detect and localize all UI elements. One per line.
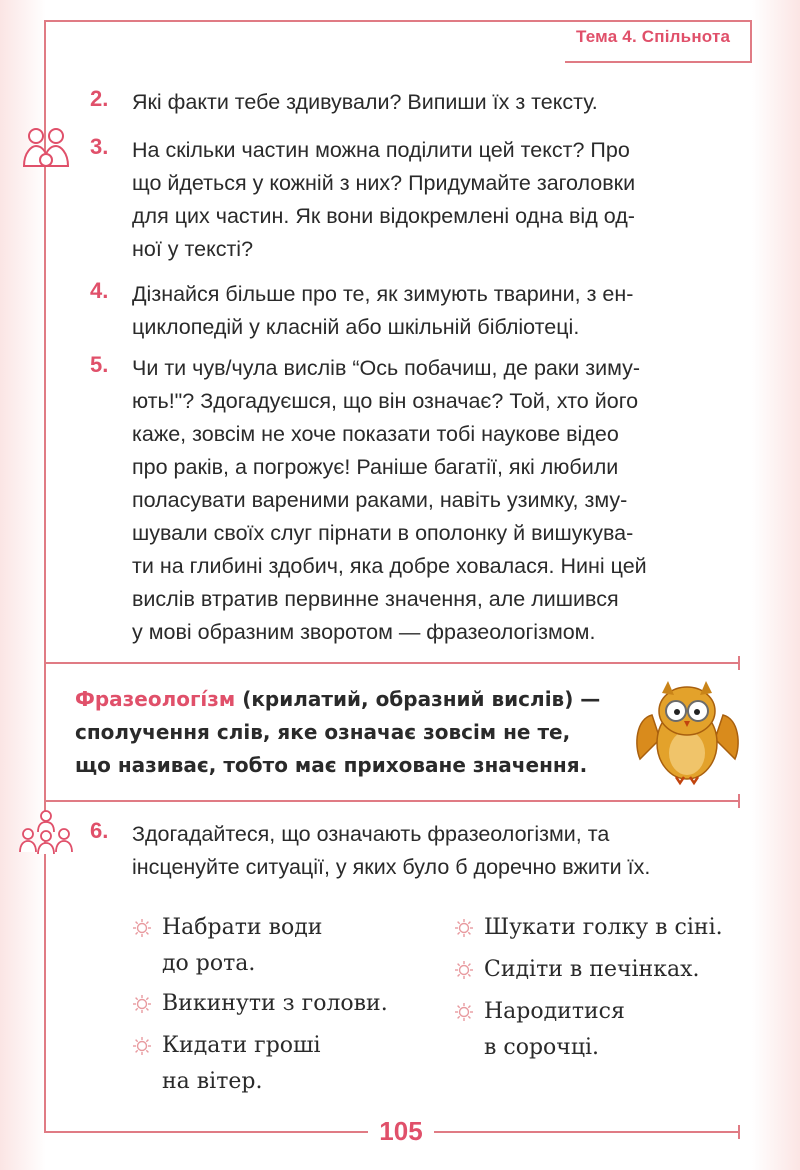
phrase-item: Набрати води до рота. xyxy=(162,910,322,982)
question-number: 5. xyxy=(90,352,109,377)
sun-bullet-icon xyxy=(454,918,474,938)
pair-work-icon xyxy=(20,124,72,174)
phrase-item: Сидіти в печінках. xyxy=(484,952,699,988)
phraseologism-definition: Фразеологі́зм (крилатий, образний вислів) — сполучення слів, яке означає зовсім не те, що називає, тобто має приховане значення. xyxy=(75,687,601,777)
sun-bullet-icon xyxy=(454,960,474,980)
footer-tick xyxy=(738,1125,740,1139)
topic-title: Тема 4. Спільнота xyxy=(576,27,731,46)
phrase-item: Шукати голку в сіні. xyxy=(484,910,723,946)
owl-illustration xyxy=(630,675,745,790)
left-margin-line xyxy=(44,20,46,1132)
right-rule xyxy=(750,20,752,62)
phrase-item: Кидати гроші на вітер. xyxy=(162,1028,321,1100)
page-number: 105 xyxy=(368,1116,434,1147)
question-number: 3. xyxy=(90,134,109,159)
question-number: 4. xyxy=(90,278,109,303)
question-text: Дізнайся більше про те, як зимують тварини, з ен- циклопедій у класній або шкільній бібліотеці. xyxy=(132,282,634,339)
footer-rule-left xyxy=(44,1131,368,1133)
question-text: На скільки частин можна поділити цей текст? Про що йдеться у кожній з них? Придумайте заголовки для цих частин. Як вони відокремлені одна від од- ної у тексті? xyxy=(132,138,636,261)
definition-bottom-rule xyxy=(44,800,739,802)
phrase-item: Викинути з голови. xyxy=(162,986,388,1022)
definition-term: Фразеологі́зм xyxy=(75,687,236,711)
sun-bullet-icon xyxy=(454,1002,474,1022)
definition-bottom-tick xyxy=(738,794,740,808)
question-number: 6. xyxy=(90,818,109,843)
definition-top-tick xyxy=(738,656,740,670)
sun-bullet-icon xyxy=(132,1036,152,1056)
question-text: Здогадайтеся, що означають фразеологізми, та інсценуйте ситуації, у яких було б доречно вжити їх. xyxy=(132,822,651,879)
question-text: Які факти тебе здивували? Випиши їх з тексту. xyxy=(132,90,598,114)
sun-bullet-icon xyxy=(132,918,152,938)
group-work-icon xyxy=(18,808,74,858)
sun-bullet-icon xyxy=(132,994,152,1014)
header-underline xyxy=(565,61,752,63)
question-text: Чи ти чув/чула вислів “Ось побачиш, де раки зиму- ють!"? Здогадуєшся, що він означає? Той, хто його каже, зовсім не хоче показати тобі наукове відео про раків, а погрожує! Раніше багатії, які любили поласувати вареними раками, навіть узимку, зму- шували своїх слуг пірнати в ополонку й вишукува- ти на глибині здобич, яка добре ховалася. Нині цей вислів втратив первинне значення, але лишився у мові образним зворотом — фразеологізмом. xyxy=(132,356,647,644)
top-rule xyxy=(44,20,752,22)
footer-rule-right xyxy=(434,1131,740,1133)
definition-top-rule xyxy=(44,662,739,664)
question-number: 2. xyxy=(90,86,109,111)
phrase-item: Народитися в сорочці. xyxy=(484,994,625,1066)
